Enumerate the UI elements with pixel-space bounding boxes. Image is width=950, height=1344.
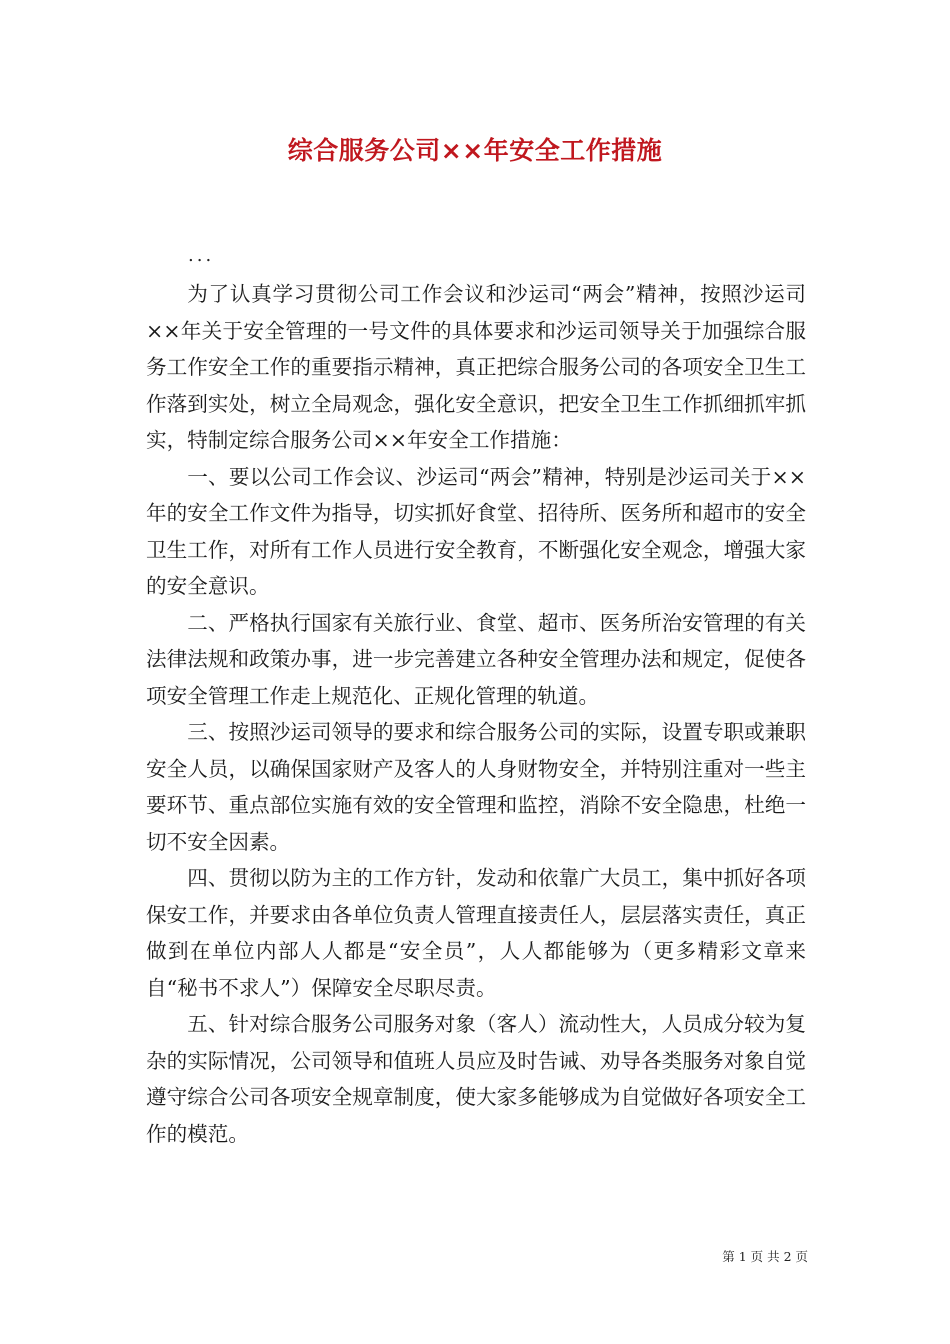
paragraph-item-3: 三、按照沙运司领导的要求和综合服务公司的实际，设置专职或兼职安全人员，以确保国家财产及客人的人身财物安全，并特别注重对一些主要环节、重点部位实施有效的安全管理和监控，消除不安全隐患，杜绝一切不安全因素。 xyxy=(146,720,806,854)
paragraph-item-5: 五、针对综合服务公司服务对象（客人）流动性大，人员成分较为复杂的实际情况，公司领导和值班人员应及时告诫、劝导各类服务对象自觉遵守综合公司各项安全规章制度，使大家多能够成为自觉做好各项安全工作的模范。 xyxy=(146,1012,806,1146)
paragraph-item-1: 一、要以公司工作会议、沙运司“两会”精神，特别是沙运司关于××年的安全工作文件为指导，切实抓好食堂、招待所、医务所和超市的安全卫生工作，对所有工作人员进行安全教育，不断强化安全观念，增强大家的安全意识。 xyxy=(146,464,806,598)
document-title: 综合服务公司××年安全工作措施 xyxy=(287,136,663,165)
paragraph-item-2: 二、严格执行国家有关旅行业、食堂、超市、医务所治安管理的有关法律法规和政策办事，进一步完善建立各种安全管理办法和规定，促使各项安全管理工作走上规范化、正规化管理的轨道。 xyxy=(146,610,806,708)
ellipsis-marker: ... xyxy=(188,245,215,266)
paragraph-item-4: 四、贯彻以防为主的工作方针，发动和依靠广大员工，集中抓好各项保安工作，并要求由各单位负责人管理直接责任人，层层落实责任，真正做到在单位内部人人都是“安全员”，人人都能够为（更多精彩文章来自“秘书不求人”）保障安全尽职尽责。 xyxy=(146,866,806,1000)
paragraph-intro: 为了认真学习贯彻公司工作会议和沙运司“两会”精神，按照沙运司××年关于安全管理的一号文件的具体要求和沙运司领导关于加强综合服务工作安全工作的重要指示精神，真正把综合服务公司的各项安全卫生工作落到实处，树立全局观念，强化安全意识，把安全卫生工作抓细抓牢抓实，特制定综合服务公司××年安全工作措施： xyxy=(146,282,806,452)
document-body xyxy=(146,276,806,1152)
page-number-footer: 第 1 页 共 2 页 xyxy=(722,1249,808,1264)
